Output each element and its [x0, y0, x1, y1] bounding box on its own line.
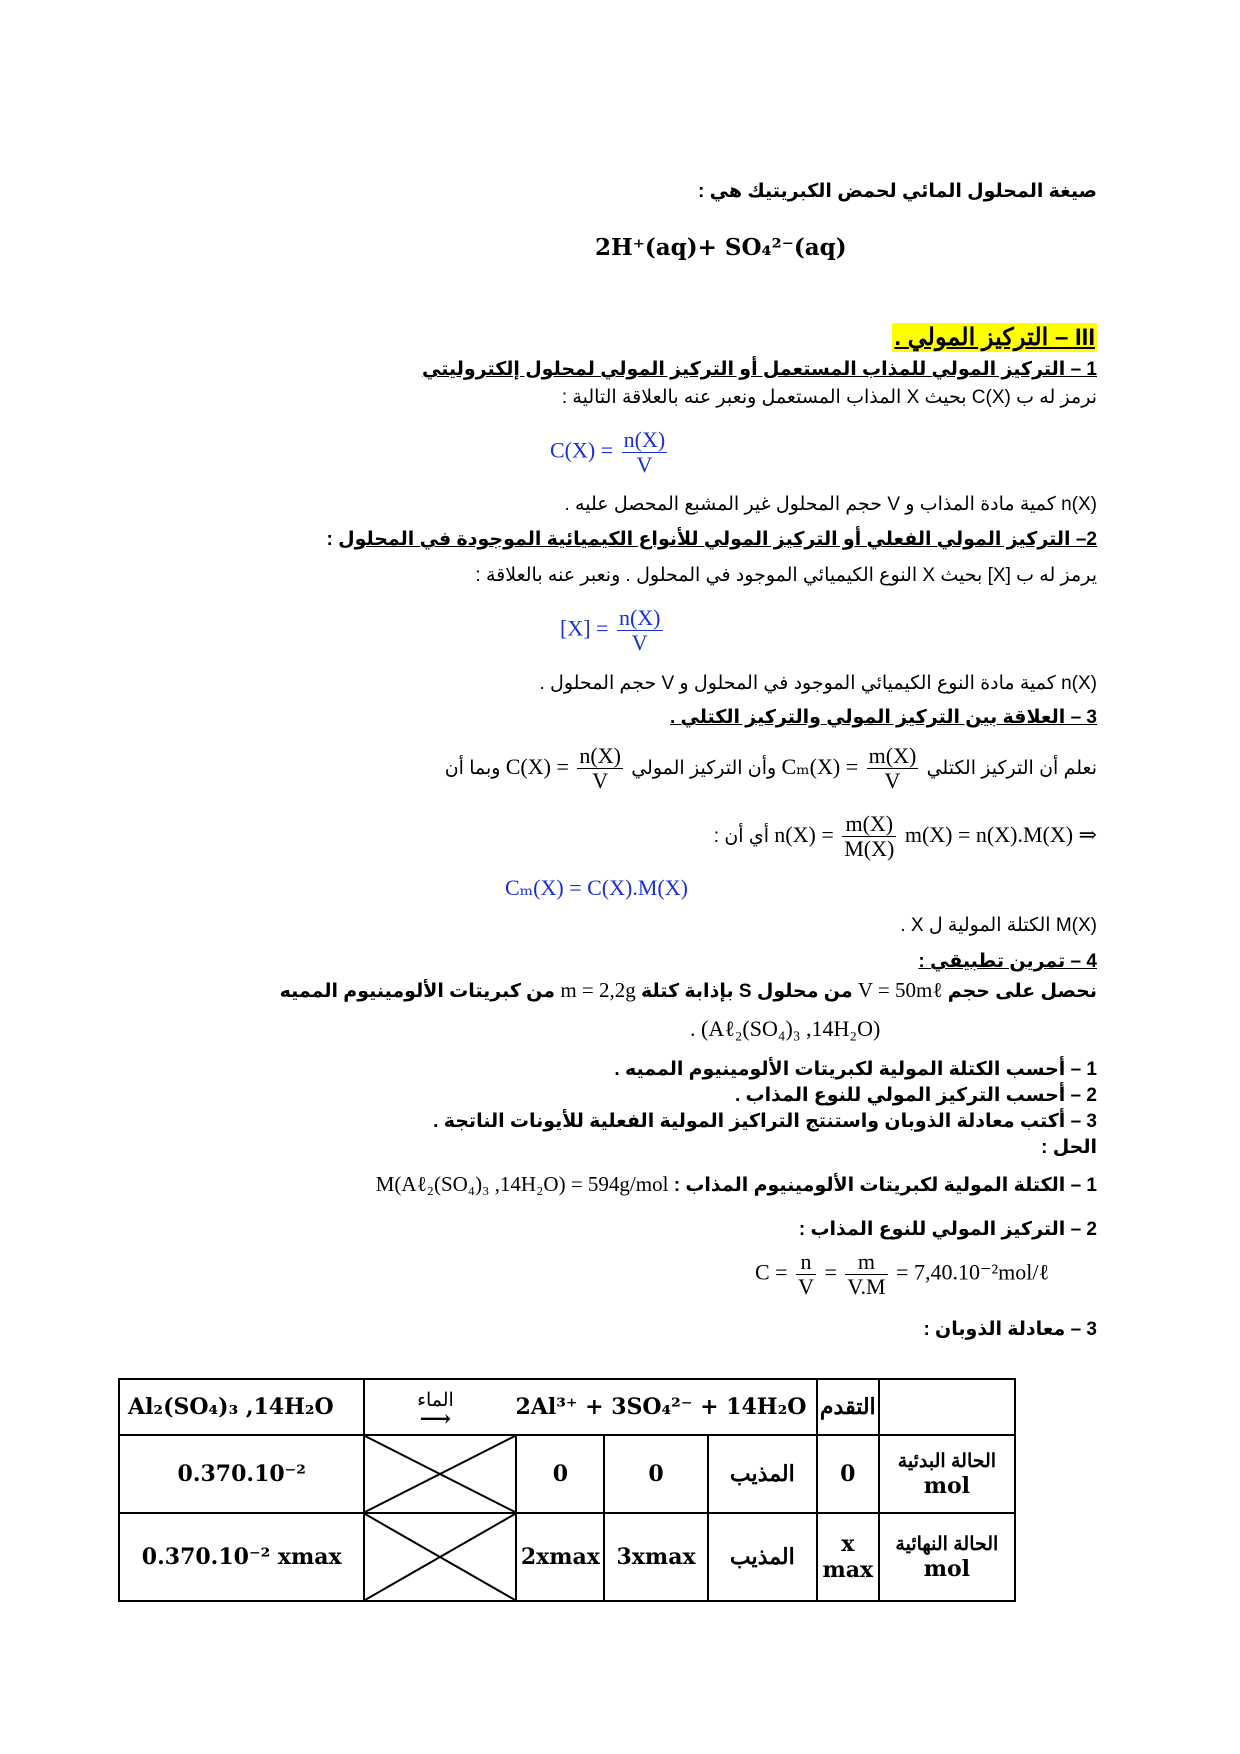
table-header-row	[119, 1379, 1015, 1435]
empty-header	[879, 1379, 1015, 1435]
part3-result: Cₘ(X) = C(X).M(X)	[505, 875, 688, 900]
c-num: n(X)	[579, 743, 621, 769]
part2-heading-line	[326, 528, 1097, 552]
part1-note: n(X) كمية مادة المذاب و V حجم المحلول غير المشبع المحصل عليه .	[564, 494, 1097, 515]
cm-num: m(X)	[868, 743, 917, 769]
section-title: III – التركيز المولي .	[894, 324, 1095, 351]
row1-al: 0	[516, 1435, 604, 1513]
row1-state	[879, 1435, 1015, 1513]
answer2-formula: C = $\frac{n}{V}$ = $\frac{m}{V.M}$ = 7,40.10⁻²mol/ℓ	[755, 1249, 1050, 1299]
part2-formula-num: n(X)	[618, 605, 661, 630]
answer2-lhs: C =	[755, 1259, 788, 1285]
statement-a: نحصل على حجم	[947, 981, 1097, 1002]
advancement-table	[118, 1378, 1016, 1602]
rel-den: M(X)	[844, 836, 895, 862]
part3-text-a: نعلم أن التركيز الكتلي	[926, 758, 1097, 779]
relation-formula	[774, 808, 1097, 862]
ion-formula: 2H⁺(aq)+ SO₄²⁻(aq)	[595, 234, 847, 261]
answer2-V: V	[798, 1274, 814, 1299]
table-row	[119, 1435, 1015, 1513]
answer2-VM: V.M	[847, 1274, 886, 1299]
c-lhs: C(X) =	[505, 754, 569, 779]
part3-line2	[714, 808, 1097, 862]
question-3: 3 – أكتب معادلة الذوبان واستنتج التراكيز المولية الفعلية للأيونات الناتجة .	[433, 1111, 1097, 1132]
mass-value: m = 2,2g	[560, 978, 636, 1002]
question-1: 1 – أحسب الكتلة المولية لكبريتات الألومينيوم المميه .	[614, 1059, 1097, 1080]
answer3-label: 3 – معادلة الذوبان :	[923, 1319, 1097, 1340]
c-formula	[506, 740, 626, 794]
part1-formula-den: V	[636, 452, 653, 477]
products: 2Al³⁺ + 3SO₄²⁻ + 14H₂O	[515, 1394, 807, 1420]
volume-value: V = 50mℓ	[857, 978, 943, 1002]
rel-lhs: m(X) = n(X).M(X) ⇒	[904, 822, 1097, 847]
formula-label: صيغة المحلول المائي لحمض الكبريتيك هي :	[698, 181, 1097, 202]
cm-formula	[782, 740, 922, 794]
part3-heading: 3 – العلاقة بين التركيز المولي والتركيز الكتلي .	[670, 707, 1097, 728]
compound-formula: . (Aℓ₂(SO₄)₃ ,14H₂O)	[690, 1016, 881, 1041]
row1-water: المذيب	[708, 1435, 817, 1513]
reactant-header: Al₂(SO₄)₃ ,14H₂O	[119, 1379, 364, 1435]
statement-b: من محلول S بإذابة كتلة	[641, 981, 853, 1002]
part1-formula	[550, 428, 670, 477]
part2-heading-tail: :	[326, 529, 339, 550]
answer2-rhs: = 7,40.10⁻²mol/ℓ	[896, 1259, 1050, 1285]
table-row	[119, 1513, 1015, 1601]
row1-reactant: 0.370.10⁻²	[119, 1435, 364, 1513]
part2-heading: 2– التركيز المولي الفعلي أو التركيز المولي للأنواع الكيميائية الموجودة في المحلول	[338, 529, 1097, 550]
part3-text-d: أي أن :	[713, 826, 770, 847]
row1-so4: 0	[604, 1435, 708, 1513]
statement-c: من كبريتات الألومينيوم المميه	[279, 981, 556, 1002]
answer2-n: n	[796, 1250, 816, 1275]
answer2-m: m	[845, 1250, 887, 1275]
row2-state-label: الحالة النهائية	[895, 1533, 999, 1555]
answer1-label: 1 – الكتلة المولية لكبريتات الألومينيوم المذاب :	[673, 1175, 1097, 1196]
reaction-arrow: الماء ⟶	[365, 1389, 505, 1426]
part3-text-c: وبما أن	[444, 758, 501, 779]
equation-cell	[364, 1379, 816, 1435]
row2-unit: mol	[923, 1555, 971, 1582]
answer-1	[376, 1172, 1097, 1198]
crossed-cell	[364, 1513, 516, 1601]
part2-formula-lhs: [X] =	[560, 615, 609, 641]
part1-text: نرمز له ب C(X) بحيث X المذاب المستعمل ونعبر عنه بالعلاقة التالية :	[561, 387, 1097, 408]
cm-den: V	[884, 768, 901, 794]
row1-unit: mol	[923, 1472, 971, 1499]
solution-label: الحل :	[1041, 1137, 1097, 1158]
part3-line1	[445, 740, 1097, 794]
part2-text: يرمز له ب [X] بحيث X النوع الكيميائي الموجود في المحلول . ونعبر عنه بالعلاقة :	[475, 565, 1097, 586]
row2-so4: 3xmax	[604, 1513, 708, 1601]
rel-rhs: n(X) =	[774, 822, 834, 847]
row2-reactant: 0.370.10⁻² xmax	[119, 1513, 364, 1601]
cm-lhs: Cₘ(X) =	[781, 754, 859, 779]
row2-advance: x max	[817, 1513, 879, 1601]
part2-note: n(X) كمية مادة النوع الكيميائي الموجود في المحلول و V حجم المحلول .	[539, 673, 1097, 694]
row2-water: المذيب	[708, 1513, 817, 1601]
part3-note: M(X) الكتلة المولية ل X .	[900, 915, 1097, 936]
part2-formula-den: V	[631, 630, 648, 655]
part3-text-b: وأن التركيز المولي	[631, 758, 777, 779]
answer1-value: M(Aℓ₂(SO₄)₃ ,14H₂O) = 594g/mol	[375, 1172, 669, 1196]
part2-formula	[560, 606, 666, 655]
row2-al: 2xmax	[516, 1513, 604, 1601]
exercise-statement	[280, 978, 1097, 1004]
advance-header: التقدم	[817, 1379, 879, 1435]
exercise-heading: 4 – تمرين تطبيقي :	[918, 951, 1097, 972]
crossed-cell	[364, 1435, 516, 1513]
part1-formula-num: n(X)	[623, 427, 666, 452]
row1-advance: 0	[817, 1435, 879, 1513]
c-den: V	[592, 768, 609, 794]
question-2: 2 – أحسب التركيز المولي للنوع المذاب .	[734, 1085, 1097, 1106]
answer2-label: 2 – التركيز المولي للنوع المذاب :	[798, 1219, 1097, 1240]
row1-state-label: الحالة البدئية	[897, 1450, 997, 1472]
part1-formula-lhs: C(X) =	[550, 437, 614, 463]
row2-state	[879, 1513, 1015, 1601]
part1-heading: 1 – التركيز المولي للمذاب المستعمل أو التركيز المولي لمحلول إلكتروليتي	[421, 359, 1097, 380]
arrow-label: الماء	[417, 1389, 454, 1411]
rel-num: m(X)	[842, 812, 896, 837]
